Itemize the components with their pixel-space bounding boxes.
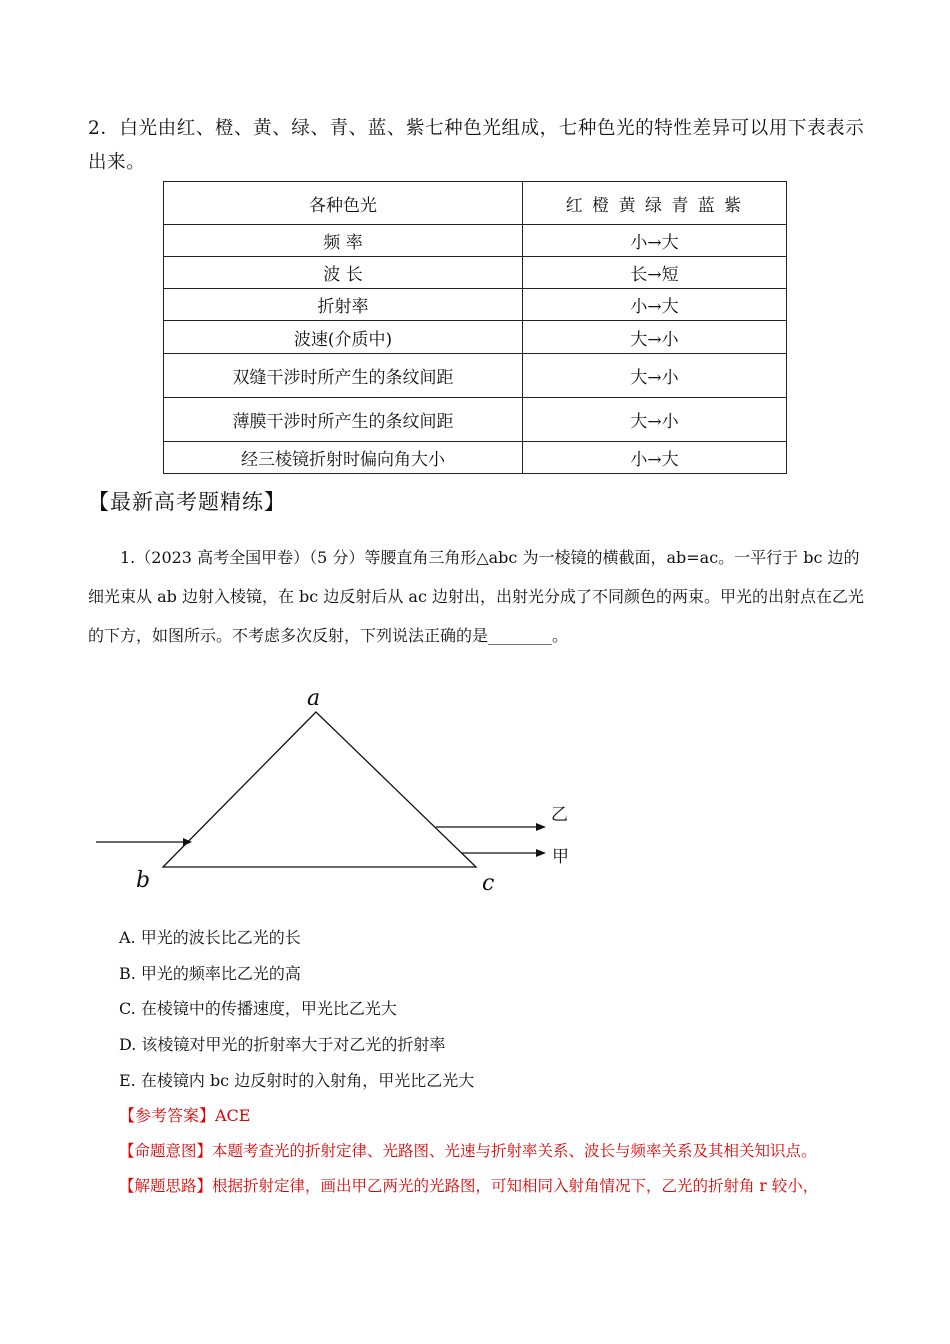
option-d: D. 该棱镜对甲光的折射率大于对乙光的折射率 [119, 1035, 446, 1054]
label-yi: 乙 [551, 805, 568, 825]
solution-approach: 【解题思路】根据折射定律，画出甲乙两光的光路图，可知相同入射角情况下，乙光的折射角 r 较小， [119, 1177, 819, 1195]
option-b: B. 甲光的频率比乙光的高 [119, 964, 301, 983]
option-e: E. 在棱镜内 bc 边反射时的入射角，甲光比乙光大 [119, 1071, 475, 1090]
table-cell: 小→大 [523, 225, 787, 257]
vertex-label-c: c [482, 871, 495, 896]
question-stem: 1.（2023 高考全国甲卷）（5 分）等腰直角三角形△abc 为一棱镜的横截面，ab=ac。一平行于 bc 边的细光束从 ab 边射入棱镜，在 bc 边反射后从 ac 边射出，出射光分成了不同颜色的两束。甲光的出射点在乙光的下方，如图所示。不考虑多次反射，下列说法正确的是________。 [88, 548, 865, 645]
vertex-label-b: b [136, 868, 151, 893]
table-header-cell: 各种色光 [164, 182, 523, 225]
vertex-label-a: a [307, 686, 321, 711]
table-cell: 长→短 [523, 257, 787, 289]
table-cell: 小→大 [523, 442, 787, 474]
option-c: C. 在棱镜中的传播速度，甲光比乙光大 [119, 999, 397, 1018]
table-cell: 折射率 [164, 289, 523, 321]
label-jia: 甲 [552, 847, 569, 867]
table-cell: 薄膜干涉时所产生的条纹间距 [164, 398, 523, 442]
table-cell: 经三棱镜折射时偏向角大小 [164, 442, 523, 474]
table-cell: 双缝干涉时所产生的条纹间距 [164, 354, 523, 398]
table-cell: 大→小 [523, 398, 787, 442]
reference-answer: 【参考答案】ACE [119, 1106, 251, 1125]
table-cell: 波 长 [164, 257, 523, 289]
table-header-cell: 红 橙 黄 绿 青 蓝 紫 [523, 182, 787, 225]
intro-paragraph: 2．白光由红、橙、黄、绿、青、蓝、紫七种色光组成，七种色光的特性差异可以用下表表示出来。 [88, 118, 865, 173]
question-intent: 【命题意图】本题考查光的折射定律、光路图、光速与折射率关系、波长与频率关系及其相关知识点。 [119, 1142, 817, 1160]
arrow-head [536, 823, 546, 831]
table-cell: 频 率 [164, 225, 523, 257]
table-cell: 大→小 [523, 321, 787, 354]
option-a: A. 甲光的波长比乙光的长 [119, 928, 301, 947]
section-title: 【最新高考题精练】 [88, 490, 286, 514]
table-cell: 波速(介质中) [164, 321, 523, 354]
table-cell: 小→大 [523, 289, 787, 321]
arrow-head [536, 849, 546, 857]
prism-triangle [163, 712, 476, 867]
table-cell: 大→小 [523, 354, 787, 398]
